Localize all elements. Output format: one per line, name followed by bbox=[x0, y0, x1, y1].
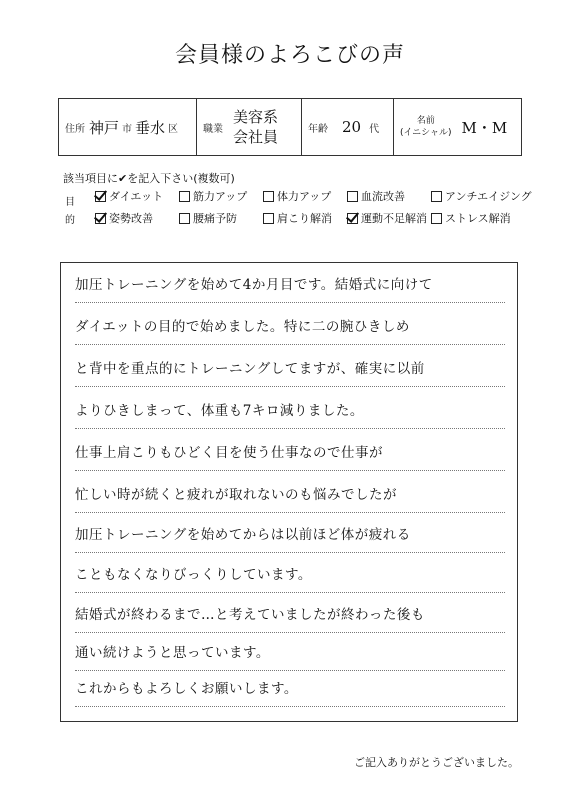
member-info-table bbox=[58, 98, 522, 156]
option-label: 姿勢改善 bbox=[109, 212, 153, 225]
option-label: アンチエイジング bbox=[445, 190, 532, 203]
comment-line: と背中を重点的にトレーニングしてますが、確実に以前 bbox=[75, 355, 505, 387]
option-label: 肩こり解消 bbox=[277, 212, 332, 225]
option-backpain[interactable] bbox=[179, 210, 263, 226]
option-label: ストレス解消 bbox=[445, 212, 511, 225]
purpose-label-1: 目 bbox=[65, 197, 75, 208]
option-label: 筋力アップ bbox=[193, 190, 248, 203]
purpose-label-2: 的 bbox=[65, 215, 75, 226]
checklist-instruction: 該当項目に✔を記入下さい(複数可) bbox=[63, 172, 235, 185]
option-label: 血流改善 bbox=[361, 190, 405, 203]
checkbox-icon[interactable] bbox=[179, 191, 190, 202]
name-label: 名前 bbox=[416, 116, 435, 126]
option-muscle[interactable] bbox=[179, 188, 263, 204]
name-sublabel: (イニシャル) bbox=[400, 128, 452, 138]
comment-line: これからもよろしくお願いします。 bbox=[75, 675, 505, 707]
option-diet[interactable] bbox=[95, 188, 179, 204]
job-cell bbox=[197, 99, 302, 155]
option-circulation[interactable] bbox=[347, 188, 431, 204]
address-city: 神戸 bbox=[89, 118, 120, 137]
job-values bbox=[233, 107, 278, 147]
comment-line: よりひきしまって、体重も7キロ減りました。 bbox=[75, 397, 505, 429]
option-exercise[interactable] bbox=[347, 210, 431, 226]
option-stamina[interactable] bbox=[263, 188, 347, 204]
checkbox-icon[interactable] bbox=[95, 191, 106, 202]
checkbox-icon[interactable] bbox=[347, 191, 358, 202]
checkbox-icon[interactable] bbox=[263, 191, 274, 202]
age-cell bbox=[302, 99, 394, 155]
comment-line: 結婚式が終わるまで…と考えていましたが終わった後も bbox=[75, 601, 505, 633]
thanks-note: ご記入ありがとうございました。 bbox=[354, 756, 519, 769]
name-label-group bbox=[400, 115, 451, 139]
comment-line: ダイエットの目的で始めました。特に二の腕ひきしめ bbox=[75, 313, 505, 345]
option-antiaging[interactable] bbox=[431, 188, 551, 204]
age-label: 年齢 bbox=[308, 123, 328, 135]
option-label: ダイエット bbox=[109, 190, 164, 203]
job-value-1: 美容系 bbox=[233, 108, 279, 126]
option-stress[interactable] bbox=[431, 210, 551, 226]
comment-line: 忙しい時が続くと疲れが取れないのも悩みでしたが bbox=[75, 481, 505, 513]
page-title: 会員様のよろこびの声 bbox=[174, 43, 405, 68]
checkbox-icon[interactable] bbox=[431, 213, 442, 224]
checkbox-icon[interactable] bbox=[431, 191, 442, 202]
comment-line: 仕事上肩こりもひどく目を使う仕事なので仕事が bbox=[75, 439, 505, 471]
option-label: 腰痛予防 bbox=[193, 212, 237, 225]
address-cell bbox=[59, 99, 197, 155]
checkbox-icon[interactable] bbox=[263, 213, 274, 224]
checklist-grid bbox=[95, 188, 551, 226]
option-shoulder[interactable] bbox=[263, 210, 347, 226]
name-cell bbox=[394, 99, 521, 155]
address-city-suffix: 市 bbox=[122, 123, 133, 135]
age-value: 20 bbox=[342, 118, 362, 136]
address-label: 住所 bbox=[65, 123, 85, 135]
comment-box bbox=[60, 262, 518, 722]
address-ward: 垂水 bbox=[135, 118, 166, 137]
name-value: M・M bbox=[461, 118, 508, 137]
checkbox-icon[interactable] bbox=[179, 213, 190, 224]
comment-line: こともなくなりびっくりしています。 bbox=[75, 561, 505, 593]
age-suffix: 代 bbox=[369, 123, 380, 135]
purpose-label bbox=[63, 194, 77, 230]
option-label: 運動不足解消 bbox=[361, 212, 427, 225]
comment-line: 加圧トレーニングを始めて4か月目です。結婚式に向けて bbox=[75, 271, 505, 303]
job-label: 職業 bbox=[203, 123, 223, 135]
job-value-2: 会社員 bbox=[233, 128, 279, 146]
comment-line: 通い続けようと思っています。 bbox=[75, 639, 505, 671]
checkbox-icon[interactable] bbox=[347, 213, 358, 224]
comment-line: 加圧トレーニングを始めてからは以前ほど体が疲れる bbox=[75, 521, 505, 553]
checkbox-icon[interactable] bbox=[95, 213, 106, 224]
address-ward-suffix: 区 bbox=[168, 123, 179, 135]
option-label: 体力アップ bbox=[277, 190, 332, 203]
option-posture[interactable] bbox=[95, 210, 179, 226]
